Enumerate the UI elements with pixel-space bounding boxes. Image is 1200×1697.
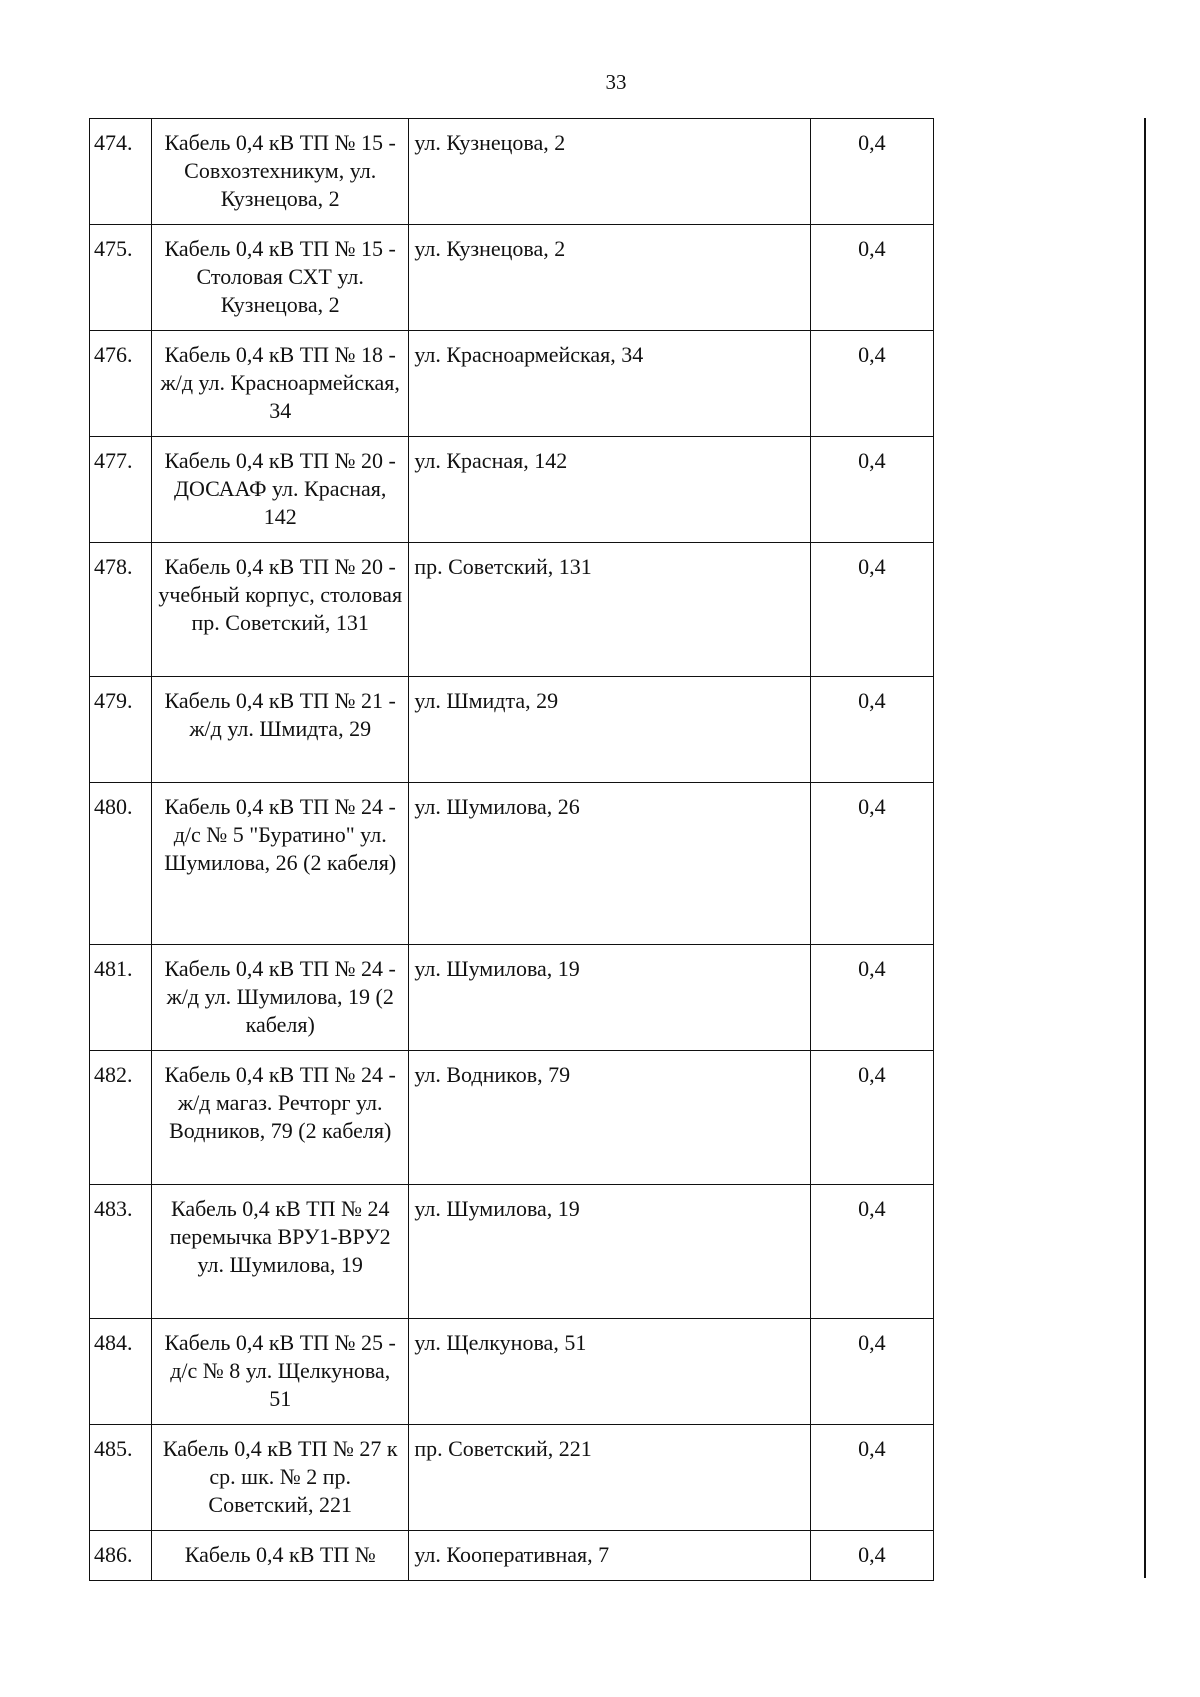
voltage-value: 0,4 xyxy=(810,119,933,225)
table-row xyxy=(90,1425,934,1531)
cable-description: Кабель 0,4 кВ ТП № 24 - ж/д магаз. Речторг ул. Водников, 79 (2 кабеля) xyxy=(152,1051,409,1185)
row-number: 483. xyxy=(90,1185,152,1319)
voltage-value: 0,4 xyxy=(810,225,933,331)
row-number: 484. xyxy=(90,1319,152,1425)
address: ул. Щелкунова, 51 xyxy=(409,1319,810,1425)
voltage-value: 0,4 xyxy=(810,1051,933,1185)
row-number: 475. xyxy=(90,225,152,331)
voltage-value: 0,4 xyxy=(810,677,933,783)
table-row xyxy=(90,437,934,543)
address: ул. Кузнецова, 2 xyxy=(409,119,810,225)
voltage-value: 0,4 xyxy=(810,783,933,945)
cable-description: Кабель 0,4 кВ ТП № 15 - Столовая СХТ ул. Кузнецова, 2 xyxy=(152,225,409,331)
table-row xyxy=(90,119,934,225)
row-number: 481. xyxy=(90,945,152,1051)
voltage-value: 0,4 xyxy=(810,1319,933,1425)
row-number: 474. xyxy=(90,119,152,225)
row-number: 480. xyxy=(90,783,152,945)
voltage-value: 0,4 xyxy=(810,543,933,677)
table-row xyxy=(90,1319,934,1425)
table-row xyxy=(90,331,934,437)
row-number: 482. xyxy=(90,1051,152,1185)
address: пр. Советский, 131 xyxy=(409,543,810,677)
cable-table xyxy=(89,118,934,1581)
address: ул. Шумилова, 26 xyxy=(409,783,810,945)
address: ул. Кооперативная, 7 xyxy=(409,1531,810,1581)
cable-description: Кабель 0,4 кВ ТП № 20 - ДОСААФ ул. Красная, 142 xyxy=(152,437,409,543)
table-row xyxy=(90,1051,934,1185)
table-row xyxy=(90,1531,934,1581)
table-row xyxy=(90,677,934,783)
table-row xyxy=(90,1185,934,1319)
voltage-value: 0,4 xyxy=(810,437,933,543)
cable-table-body xyxy=(90,119,934,1581)
row-number: 485. xyxy=(90,1425,152,1531)
voltage-value: 0,4 xyxy=(810,1185,933,1319)
cable-description: Кабель 0,4 кВ ТП № 27 к ср. шк. № 2 пр. Советский, 221 xyxy=(152,1425,409,1531)
address: ул. Красноармейская, 34 xyxy=(409,331,810,437)
row-number: 478. xyxy=(90,543,152,677)
voltage-value: 0,4 xyxy=(810,945,933,1051)
voltage-value: 0,4 xyxy=(810,331,933,437)
table-row xyxy=(90,543,934,677)
cable-description: Кабель 0,4 кВ ТП № 15 - Совхозтехникум, ул. Кузнецова, 2 xyxy=(152,119,409,225)
row-number: 479. xyxy=(90,677,152,783)
address: ул. Водников, 79 xyxy=(409,1051,810,1185)
cable-description: Кабель 0,4 кВ ТП № xyxy=(152,1531,409,1581)
address: пр. Советский, 221 xyxy=(409,1425,810,1531)
address: ул. Красная, 142 xyxy=(409,437,810,543)
table-row xyxy=(90,945,934,1051)
voltage-value: 0,4 xyxy=(810,1531,933,1581)
address: ул. Шумилова, 19 xyxy=(409,945,810,1051)
cable-description: Кабель 0,4 кВ ТП № 24 - д/с № 5 "Буратино" ул. Шумилова, 26 (2 кабеля) xyxy=(152,783,409,945)
cable-description: Кабель 0,4 кВ ТП № 24 перемычка ВРУ1-ВРУ2 ул. Шумилова, 19 xyxy=(152,1185,409,1319)
address: ул. Шумилова, 19 xyxy=(409,1185,810,1319)
voltage-value: 0,4 xyxy=(810,1425,933,1531)
address: ул. Шмидта, 29 xyxy=(409,677,810,783)
cable-description: Кабель 0,4 кВ ТП № 20 - учебный корпус, столовая пр. Советский, 131 xyxy=(152,543,409,677)
address: ул. Кузнецова, 2 xyxy=(409,225,810,331)
row-number: 476. xyxy=(90,331,152,437)
cable-description: Кабель 0,4 кВ ТП № 25 - д/с № 8 ул. Щелкунова, 51 xyxy=(152,1319,409,1425)
table-row xyxy=(90,783,934,945)
cable-description: Кабель 0,4 кВ ТП № 24 - ж/д ул. Шумилова, 19 (2 кабеля) xyxy=(152,945,409,1051)
cable-description: Кабель 0,4 кВ ТП № 18 - ж/д ул. Красноармейская, 34 xyxy=(152,331,409,437)
cable-description: Кабель 0,4 кВ ТП № 21 - ж/д ул. Шмидта, 29 xyxy=(152,677,409,783)
page-number: 33 xyxy=(605,70,627,94)
page-edge-line xyxy=(1144,118,1146,1578)
table-row xyxy=(90,225,934,331)
row-number: 477. xyxy=(90,437,152,543)
row-number: 486. xyxy=(90,1531,152,1581)
